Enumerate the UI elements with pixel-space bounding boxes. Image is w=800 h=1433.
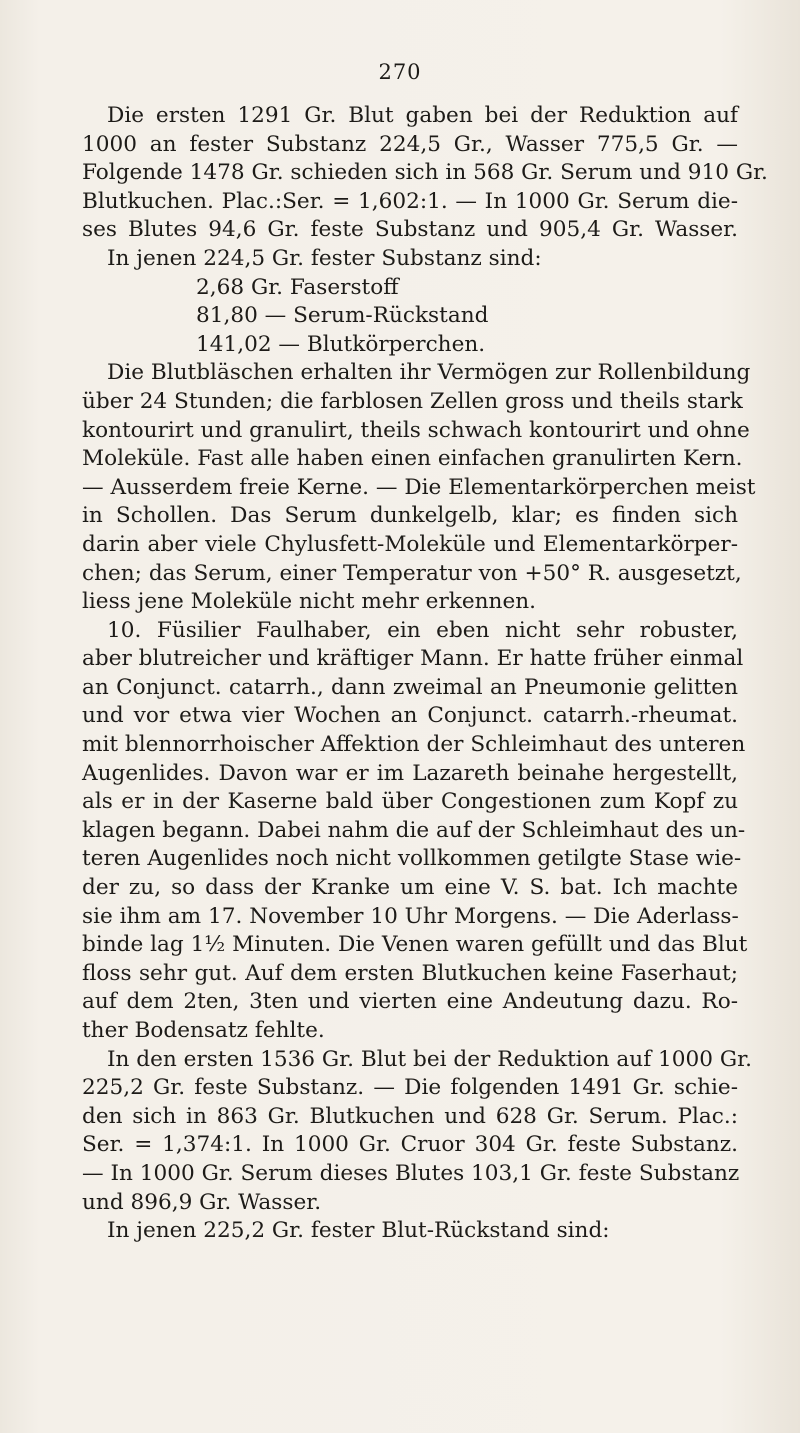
text-line: auf dem 2ten, 3ten und vierten eine Andeutung dazu. Ro- xyxy=(82,989,738,1015)
body-text xyxy=(82,102,768,1246)
text-line: 1000 an fester Substanz 224,5 Gr., Wasser 775,5 Gr. — xyxy=(82,131,738,157)
text-line: 225,2 Gr. feste Substanz. — Die folgenden 1491 Gr. schie- xyxy=(82,1075,738,1101)
text-line: darin aber viele Chylusfett-Moleküle und Elementarkörper- xyxy=(82,531,738,557)
text-line: In jenen 225,2 Gr. fester Blut-Rückstand sind: xyxy=(107,1218,610,1244)
text-line: mit blennorrhoischer Affektion der Schleimhaut des unteren xyxy=(82,732,746,758)
text-line: aber blutreicher und kräftiger Mann. Er hatte früher einmal xyxy=(82,646,744,672)
text-line: — In 1000 Gr. Serum dieses Blutes 103,1 Gr. feste Substanz xyxy=(82,1160,740,1186)
text-line: den sich in 863 Gr. Blutkuchen und 628 Gr. Serum. Plac.: xyxy=(82,1103,738,1129)
text-line: Moleküle. Fast alle haben einen einfachen granulirten Kern. xyxy=(82,446,743,472)
text-line: sie ihm am 17. November 10 Uhr Morgens. — Die Aderlass- xyxy=(82,903,739,929)
text-line: über 24 Stunden; die farblosen Zellen gross und theils stark xyxy=(82,388,743,414)
text-line: Die Blutbläschen erhalten ihr Vermögen zur Rollenbildung xyxy=(107,360,751,386)
text-line: In den ersten 1536 Gr. Blut bei der Reduktion auf 1000 Gr. xyxy=(107,1046,752,1072)
text-line: und 896,9 Gr. Wasser. xyxy=(82,1189,322,1215)
text-line: 141,02 — Blutkörperchen. xyxy=(196,331,486,357)
text-line: floss sehr gut. Auf dem ersten Blutkuchen keine Faserhaut; xyxy=(82,960,738,986)
text-line: chen; das Serum, einer Temperatur von +50° R. ausgesetzt, xyxy=(82,560,742,586)
text-line: und vor etwa vier Wochen an Conjunct. catarrh.-rheumat. xyxy=(82,703,738,729)
text-line: liess jene Moleküle nicht mehr erkennen. xyxy=(82,589,537,615)
text-line: 10. Füsilier Faulhaber, ein eben nicht sehr robuster, xyxy=(107,617,738,643)
text-line: ses Blutes 94,6 Gr. feste Substanz und 905,4 Gr. Wasser. xyxy=(82,217,738,243)
text-line: Folgende 1478 Gr. schieden sich in 568 Gr. Serum und 910 Gr. xyxy=(82,160,768,186)
text-line: — Ausserdem freie Kerne. — Die Elementarkörperchen meist xyxy=(82,474,756,500)
text-line: der zu, so dass der Kranke um eine V. S. bat. Ich machte xyxy=(82,875,738,901)
text-line: 81,80 — Serum-Rückstand xyxy=(196,303,489,329)
text-line: als er in der Kaserne bald über Congestionen zum Kopf zu xyxy=(82,789,738,815)
text-line: in Schollen. Das Serum dunkelgelb, klar; es finden sich xyxy=(82,503,738,529)
text-line: Die ersten 1291 Gr. Blut gaben bei der Reduktion auf xyxy=(107,103,738,128)
text-line: an Conjunct. catarrh., dann zweimal an Pneumonie gelitten xyxy=(82,674,738,700)
text-line: kontourirt und granulirt, theils schwach kontourirt und ohne xyxy=(82,417,750,443)
text-line: Augenlides. Davon war er im Lazareth beinahe hergestellt, xyxy=(82,760,738,786)
text-line: Blutkuchen. Plac.:Ser. = 1,602:1. — In 1000 Gr. Serum die- xyxy=(82,188,738,214)
text-line: Ser. = 1,374:1. In 1000 Gr. Cruor 304 Gr. feste Substanz. xyxy=(82,1132,738,1158)
page-number: 270 xyxy=(378,60,422,84)
text-line: klagen begann. Dabei nahm die auf der Schleimhaut des un- xyxy=(82,817,746,843)
text-line: 2,68 Gr. Faserstoff xyxy=(196,274,399,300)
text-line: In jenen 224,5 Gr. fester Substanz sind: xyxy=(107,245,542,271)
text-line: ther Bodensatz fehlte. xyxy=(82,1018,325,1043)
text-line: binde lag 1½ Minuten. Die Venen waren gefüllt und das Blut xyxy=(82,932,748,958)
text-line: teren Augenlides noch nicht vollkommen getilgte Stase wie- xyxy=(82,846,742,872)
